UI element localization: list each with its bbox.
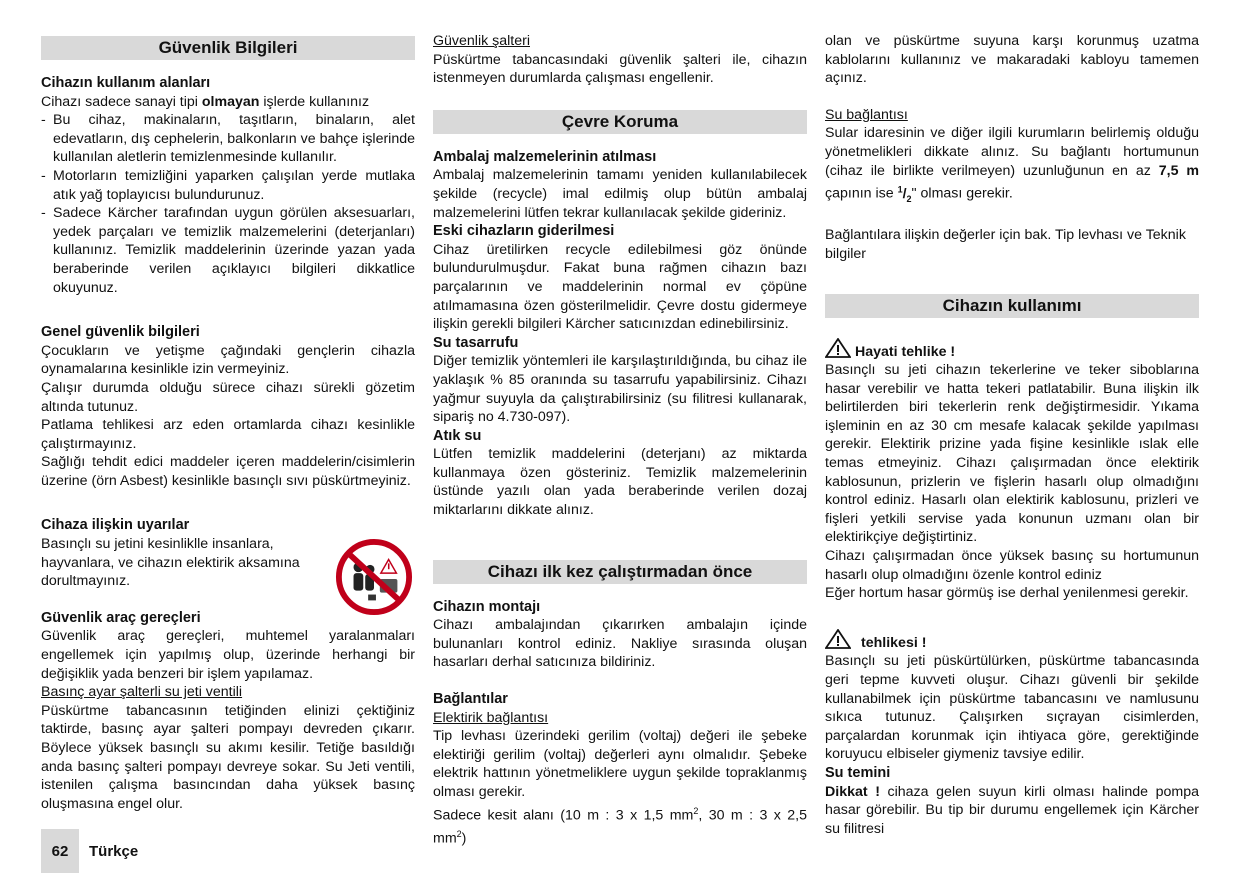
paragraph: Patlama tehlikesi arz eden ortamlarda cihazı kesinlikle çalıştırmayınız. [41,417,415,452]
paragraph: Cihaz üretilirken recycle edilebilmesi göz önünde bulundurulmuşdur. Fakat buna rağmen cihazın bazı parçalarının ve maddelerinin normal ev çöpüne atılmamasına özen gösterilmelidir. Çevre dostu gidermeye ilişkin gerekli bilgileri Kärcher satıcınızdan edinebilirsiniz. [433,241,807,333]
page-number: 62 [41,829,79,873]
paragraph: Diğer temizlik yöntemleri ile karşılaştırıldığında, bu cihaz ile yaklaşık % 85 oranında su tasarrufu yapabilirsiniz. Cihazı yağmur suyuyla da çalıştırabilirsiniz (su filitresi kullanarak, sipariş no 4.730-097). [433,353,807,426]
heading-old-devices: Eski cihazların giderilmesi [433,223,615,240]
subheading-water-connection: Su bağlantısı [825,106,908,123]
page-footer [41,829,138,873]
paragraph: Basınçlı su jetini kesinliklle insanlara, hayvanlara, ve cihazın elektirik aksamına dorultmayınız. [41,536,300,590]
uses-intro: Cihazı sadece sanayi tipi olmayan işlerde kullanınız [41,93,370,110]
subheading-pressure-valve: Basınç ayar şalterli su jeti ventili [41,684,243,701]
paragraph: Çalışır durumda olduğu sürece cihazı sürekli gözetim altında tutunuz. [41,379,415,415]
subheading-safety-switch: Güvenlik şalteri [433,33,530,49]
section-title-operation: Cihazın kullanımı [825,294,1199,318]
paragraph: Basınçlı su jeti cihazın tekerlerine ve teker siboblarına hasar verebilir ve hatta tekeri patlatabilir. Buna ilişkin ilk belirtilerden biri tekerlerin renk değiştirmesidir. Yıkama işleminin en az 30 cm mesafe kalacak şekilde yapılması gerekir. Elektirik prizine yada fişine kesinlikle ıslak elle temas etmeyiniz. Cihazı çalışırmadan önce elektirik kablosunun, prizlerin ve fişlerin hasarlı olup olmadığını kontrol ediniz. Hasarlı olan elektirik kablosunu, prizleri ve fişleri yetkili servise yada konunun uzmanı olan bir elektirikçiye değiştirtiniz. [825,362,1199,546]
list-item: - Sadece Kärcher tarafından uygun görülen aksesuarları, yedek parçaları ve temizlik malzemelerini (deterjanları) kullanınız. Temizlik maddelerinin üzerinde yazan yada beraberinde verilen açıklayıcı bilgileri dikkatlice okuyunuz. [41,204,415,297]
paragraph: Güvenlik araç gereçleri, muhtemel yaralanmaları engellemek için yapılmış olup, üzerinde herhangi bir değişiklik yada benzeri bir işlem yapılamaz. [41,628,415,682]
water-connection-text: Sular idaresinin ve diğer ilgili kurumların belirlemiş olduğu yönetmelikleri dikkate alınız. Su bağlantı hortumunun (cihaz ile birlikte verilmeyen) uzunluğunun en az 7,5 m çapının ise $^1/_2$" olması gerekir. [825,125,1199,204]
paragraph: Basınçlı su jeti püskürtülürken, püskürtme tabancasında geri tepme kuvveti oluşur. Cihazı güvenli bir şekilde kullanabilmek için püskürtme tabancasını ve namlusunu sıkıca tutunuz. Çalışırken sıçrayan cisimlerden, parçalardan korunmak için ihtiyaca göre, gerektiğinde koruyucu elbiseler giymeniz tavsiye edilir. [825,653,1199,763]
water-supply-text: Dikkat ! cihaza gelen suyun kirli olması halinde pompa hasar görebilir. Bu tip bir durumu engellemek için Kärcher su filitresi [825,783,1199,837]
paragraph: Çocukların ve yetişme çağındaki gençlerin cihazla oynamalarına kesinlikle izin vermeyiniz. [41,342,415,378]
section-title-first-use: Cihazı ilk kez çalıştırmadan önce [433,560,807,584]
paragraph: Püskürtme tabancasının tetiğinden elinizi çektiğiniz taktirde, basınç ayar şalteri pompayı devreden çıkarır. Böylece yüksek basınçlı su akımı kesilir. Tetiğe basıldığı anda basınç şalteri pompayı devreye sokar. Su Jeti ventili, istenilen çalışma basıncından daha yüksek basınç oluşmasına engel olur. [41,702,415,812]
paragraph: Lütfen temizlik maddelerini (deterjanı) az miktarda kullanmaya özen gösteriniz. Temizlik malzemelerinin üstünde yazılı olan yada beraberinde verilen dozaj miktarlarını dikkate alınız. [433,446,807,519]
heading-general-safety: Genel güvenlik bilgileri [41,324,200,341]
paragraph: Bağlantılara ilişkin değerler için bak. Tip levhası ve Teknik bilgiler [825,227,1186,262]
heading-uses: Cihazın kullanım alanları [41,75,211,91]
heading-connections: Bağlantılar [433,691,508,708]
paragraph: Cihazı çalışırmadan önce yüksek basınç su hortumunun hasarlı olup olmadığını özenle kontrol ediniz [825,548,1199,583]
list-item: - Bu cihaz, makinaların, taşıtların, binaların, alet edevatların, dış cephelerin, balkonların ve bahçe işlerinde kullanılan aletlerin temizlenmesinde kullanılır. [41,111,415,167]
subheading-electrical: Elektirik bağlantısı [433,709,549,726]
column-2 [433,32,807,848]
danger-heading: Hayati tehlike ! [825,338,1199,362]
paragraph: Cihazı ambalajından çıkarırken ambalajın içinde bulunanları kontrol ediniz. Nakliye sırasında oluşan hasarları derhal satıcınıza bildiriniz. [433,617,807,671]
language-label: Türkçe [89,842,139,860]
cable-spec: Sadece kesit alanı (10 m : 3 x 1,5 $mm^2$, 30 m : 3 x 2,5 $mm^2$) [433,805,807,847]
paragraph: olan ve püskürtme suyuna karşı korunmuş uzatma kablolarını kullanınız ve makaradaki kabloyu tamemen açınız. [825,33,1199,87]
paragraph: Püskürtme tabancasındaki güvenlik şalteri ile, cihazın istenmeyen durumlarda çalışması engellenir. [433,51,807,87]
paragraph: Ambalaj malzemelerinin tamamı yeniden kullanılabilecek şekilde (recycle) imal edilmiş olup bütün ambalaj malzemelerini lütfen tekrar kullanılacak şekilde gideriniz. [433,167,807,221]
heading-device-warnings: Cihaza ilişkin uyarılar [41,517,190,534]
section-title-safety: Güvenlik Bilgileri [41,36,415,60]
injury-heading: tehlikesi ! [825,629,1199,653]
heading-waste-water: Atık su [433,427,482,444]
column-1 [41,32,415,813]
heading-water-supply: Su temini [825,764,891,781]
heading-packaging: Ambalaj malzemelerinin atılması [433,148,657,165]
paragraph: Eğer hortum hasar görmüş ise derhal yenilenmesi gerekir. [825,585,1189,602]
column-3 [825,32,1199,838]
warning-triangle-icon [825,629,851,649]
no-spray-warning-icon [335,538,413,616]
heading-mounting: Cihazın montajı [433,598,541,615]
device-warnings [41,516,415,590]
paragraph: Tip levhası üzerindeki gerilim (voltaj) değeri ile şebeke elektiriği gerilim (voltaj) değerleri aynı olmalıdır. Şebeke elektrik hattının yönetmeliklere uygun şekilde topraklanmış olması gerekir. [433,728,807,800]
heading-water-saving: Su tasarrufu [433,334,519,351]
list-item: - Motorların temizliğini yaparken çalışılan yerde mutlaka atık yağ toplayıcısı bulundurunuz. [41,167,415,204]
heading-safety-equipment: Güvenlik araç gereçleri [41,609,201,626]
paragraph: Sağlığı tehdit edici maddeler içeren maddelerin/cisimlerin üzerine (örn Asbest) kesinlikle basınçlı sıvı püskürtmeyiniz. [41,454,415,489]
section-title-environment: Çevre Koruma [433,110,807,134]
warning-triangle-icon [825,338,851,358]
